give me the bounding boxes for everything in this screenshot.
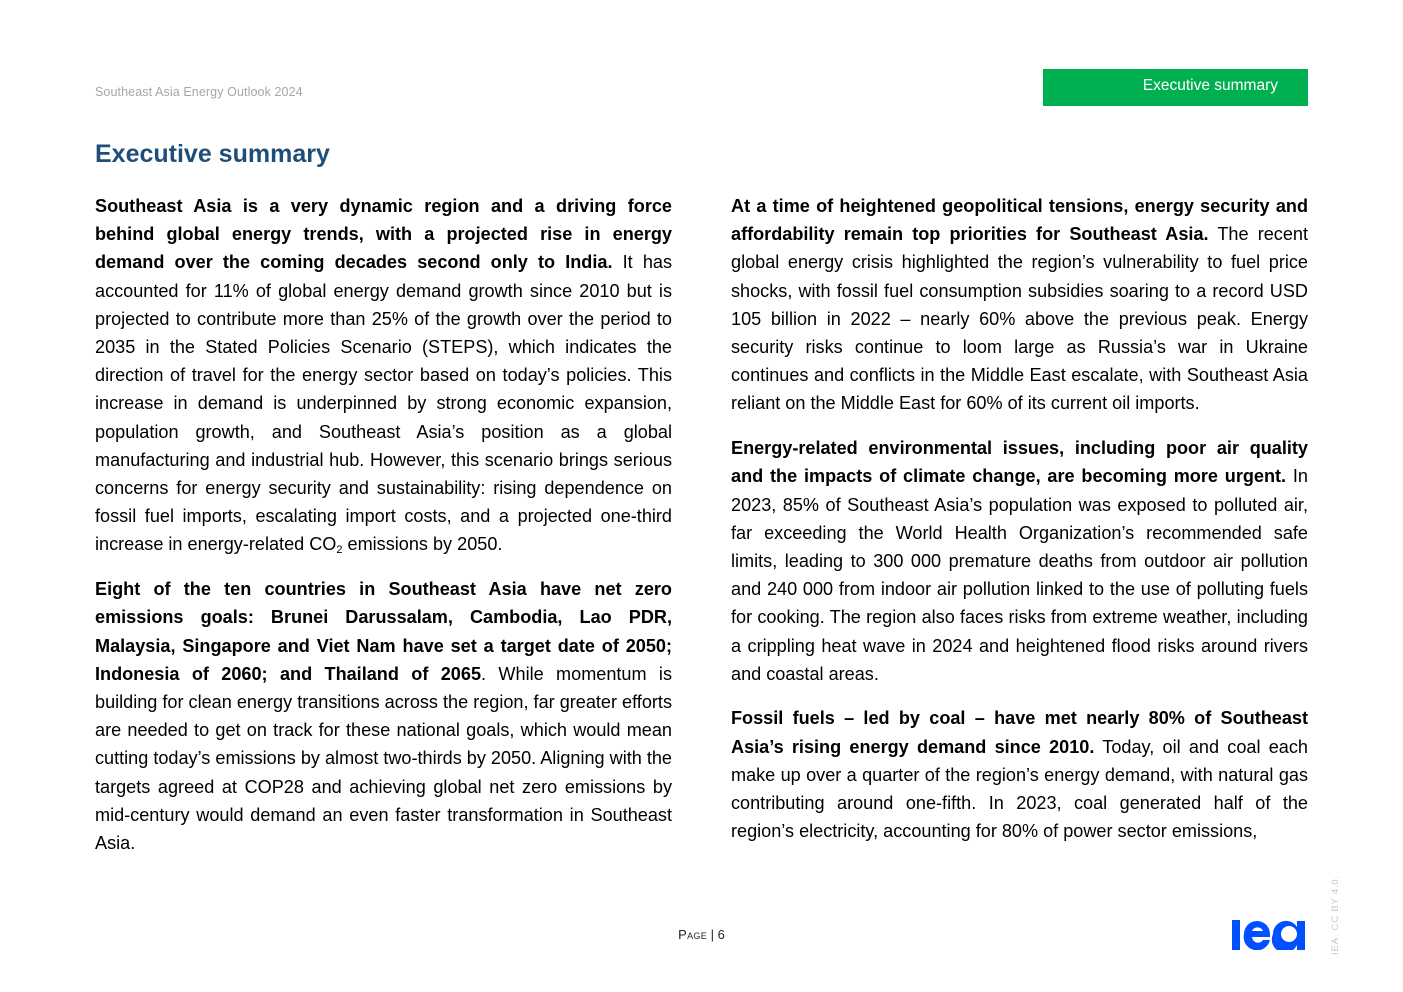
iea-logo-icon <box>1232 914 1310 950</box>
paragraph-body: . While momentum is building for clean energy transitions across the region, far greater efforts are needed to get on track for these national goals, which would mean cutting today’s emissions by almost two-thirds by 2050. Aligning with the targets agreed at COP28 and achieving global net zero emissions by mid-century would demand an even faster transformation in Southeast Asia. <box>95 663 673 853</box>
paragraph-energy-security <box>731 192 1308 418</box>
page-title: Executive summary <box>95 140 330 168</box>
paragraph-environment <box>731 434 1308 688</box>
subscript: 2 <box>336 544 343 557</box>
right-column <box>731 192 1308 862</box>
paragraph-lead: Energy-related environmental issues, including poor air quality and the impacts of climate change, are becoming more urgent. <box>731 438 1308 487</box>
section-tab: Executive summary <box>1043 69 1308 106</box>
paragraph-lead: At a time of heightened geopolitical tensions, energy security and affordability remain top priorities for Southeast Asia. <box>731 196 1308 245</box>
paragraph-lead: Southeast Asia is a very dynamic region and a driving force behind global energy trends, with a projected rise in energy demand over the coming decades second only to India. <box>95 196 672 273</box>
page-label: Page <box>678 927 708 942</box>
paragraph-body-end: emissions by 2050. <box>342 534 503 555</box>
paragraph-body: It has accounted for 11% of global energy demand growth since 2010 but is projected to contribute more than 25% of the growth over the period to 2035 in the Stated Policies Scenario (STEPS), which indicates the direction of travel for the energy sector based on today’s policies. This increase in demand is underpinned by strong economic expansion, population growth, and Southeast Asia’s position as a global manufacturing and industrial hub. However, this scenario brings serious concerns for energy security and sustainability: rising dependence on fossil fuel imports, escalating import costs, and a projected one-third increase in energy-related CO <box>95 252 672 555</box>
paragraph-lead: Fossil fuels – led by coal – have met nearly 80% of Southeast Asia’s rising energy demand since 2010. <box>731 708 1308 757</box>
paragraph-lead: Eight of the ten countries in Southeast Asia have net zero emissions goals: Brunei Darussalam, Cambodia, Lao PDR, Malaysia, Singapore and Viet Nam have set a target date of 2050; Indonesia of 2060; and Thailand of 2065 <box>95 579 672 684</box>
left-column <box>95 192 672 874</box>
paragraph-body: The recent global energy crisis highlighted the region’s vulnerability to fuel price shocks, with fossil fuel consumption subsidies soaring to a record USD 105 billion in 2022 – nearly 60% above the previous peak. Energy security risks continue to loom large as Russia’s war in Ukraine continues and conflicts in the Middle East escalate, with Southeast Asia reliant on the Middle East for 60% of its current oil imports. <box>731 224 1309 414</box>
license-text: IEA. CC BY 4.0. <box>1330 875 1341 955</box>
page-separator: | <box>707 927 718 942</box>
page-number-value: 6 <box>717 927 725 942</box>
paragraph-body: Today, oil and coal each make up over a quarter of the region’s energy demand, with natural gas contributing around one-fifth. In 2023, coal generated half of the region’s electricity, accounting for 80% of power sector emissions, <box>731 736 1308 842</box>
paragraph-net-zero <box>95 575 672 857</box>
paragraph-fossil-fuels <box>731 704 1308 845</box>
page-number <box>0 927 1403 942</box>
paragraph-body: In 2023, 85% of Southeast Asia’s population was exposed to polluted air, far exceeding the World Health Organization’s recommended safe limits, leading to 300 000 premature deaths from outdoor air pollution and 240 000 from indoor air pollution linked to the use of polluting fuels for cooking. The region also faces risks from extreme weather, including a crippling heat wave in 2024 and heightened flood risks around rivers and coastal areas. <box>731 466 1308 684</box>
running-header: Southeast Asia Energy Outlook 2024 <box>95 85 303 99</box>
paragraph-demand-growth <box>95 192 672 559</box>
